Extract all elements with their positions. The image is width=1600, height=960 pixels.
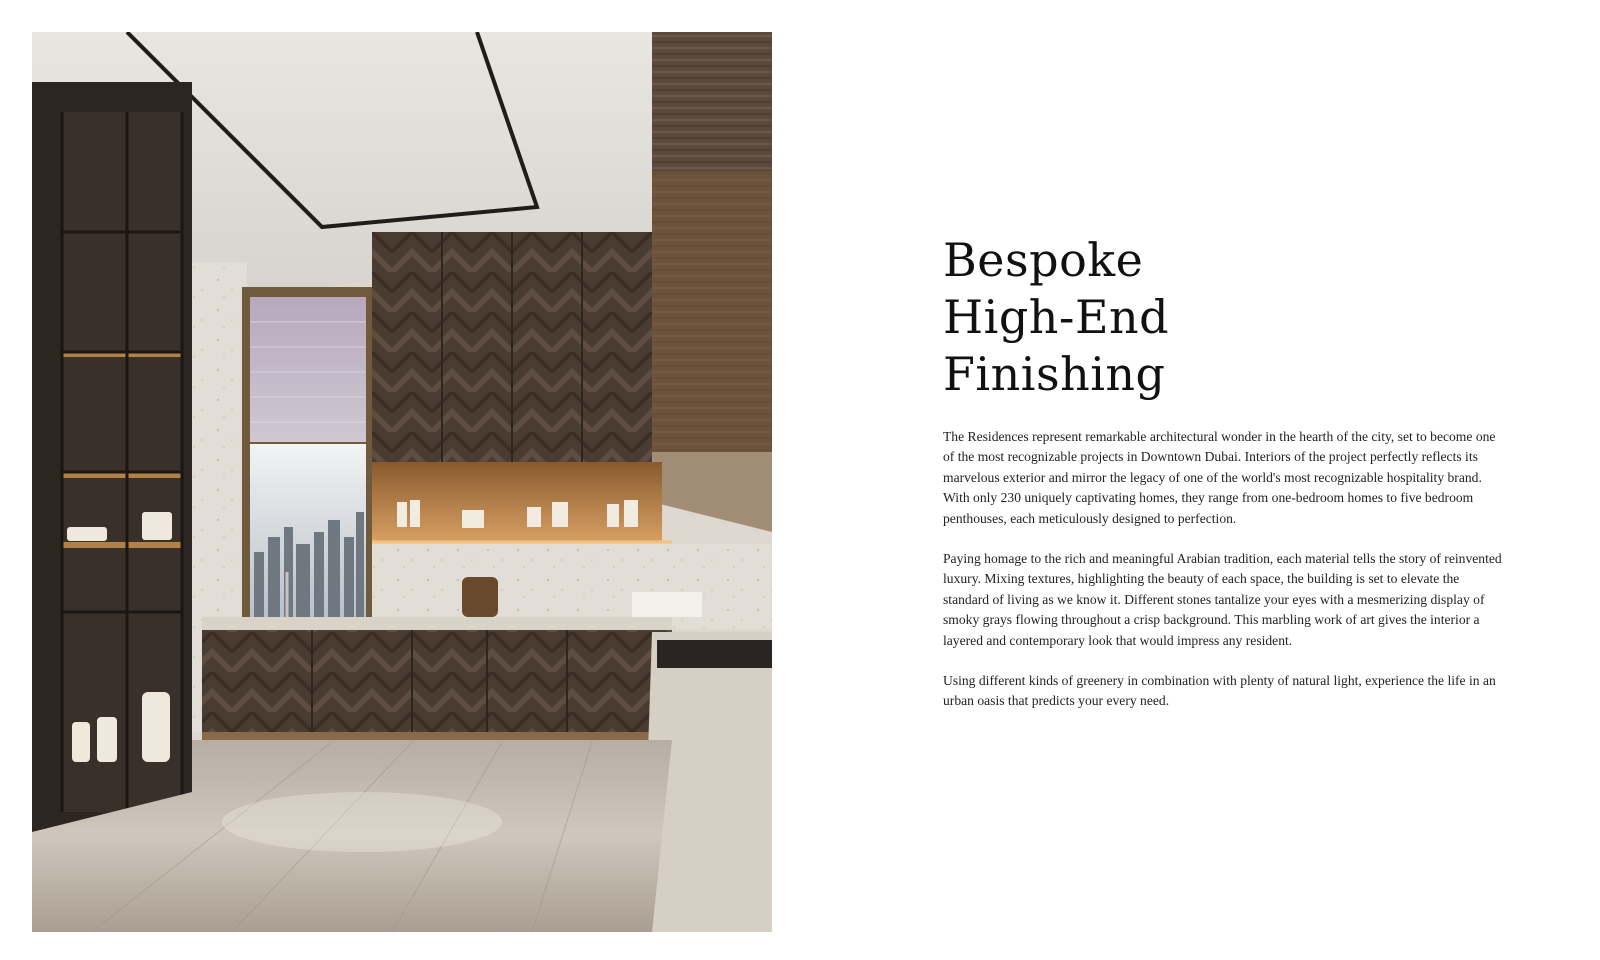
page-title: [943, 232, 1503, 403]
title-line-2: High-End: [943, 290, 1170, 344]
paragraph-3: Using different kinds of greenery in combination with plenty of natural light, experience the life in an urban oasis that predicts your every need.: [943, 673, 1496, 709]
title-line-3: Finishing: [943, 347, 1166, 401]
paragraph-1: The Residences represent remarkable architectural wonder in the hearth of the city, set to become one of the most recognizable projects in Downtown Dubai. Interiors of the project perfectly reflects its marvelous exterior and mirror the legacy of one of the world's most recognizable hospitality brand. With only 230 uniquely captivating homes, they range from one-bedroom homes to five bedroom penthouses, each meticulously designed to perfection.: [943, 429, 1496, 526]
body-copy: [943, 427, 1503, 712]
kitchen-image: [32, 32, 772, 932]
text-column: [943, 232, 1503, 732]
title-line-1: Bespoke: [943, 233, 1144, 287]
paragraph-2: Paying homage to the rich and meaningful Arabian tradition, each material tells the story of reinvented luxury. Mixing textures, highlighting the beauty of each space, the building is set to elevate the standard of living as we know it. Different stones tantalize your eyes with a mesmerizing display of smoky grays flowing throughout a crisp background. This marbling work of art gives the interior a layered and contemporary look that would impress any resident.: [943, 551, 1502, 648]
